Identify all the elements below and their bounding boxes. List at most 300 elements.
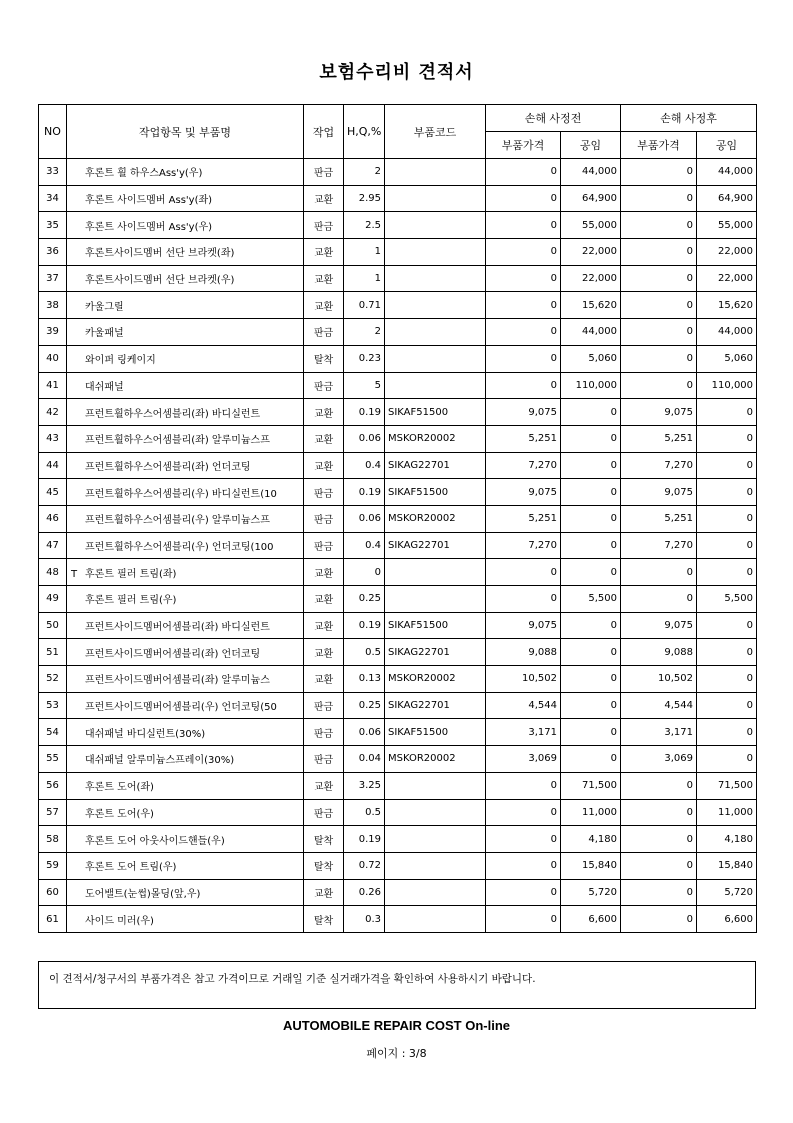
row-after-part-price: 0 bbox=[621, 185, 697, 212]
row-item-text: 프런트사이드멤버어셈블리(좌) 바디실런트 bbox=[85, 622, 270, 634]
row-part-code bbox=[385, 826, 486, 853]
row-item-text: 와이퍼 링케이지 bbox=[85, 355, 156, 367]
row-item-name bbox=[67, 292, 304, 319]
row-before-part-price: 0 bbox=[486, 345, 561, 372]
row-item-name bbox=[67, 639, 304, 666]
row-hq: 0.4 bbox=[344, 532, 385, 559]
row-after-labor: 71,500 bbox=[697, 772, 757, 799]
row-part-code bbox=[385, 906, 486, 933]
row-part-code: MSKOR20002 bbox=[385, 505, 486, 532]
row-work-type: 교환 bbox=[304, 559, 344, 586]
row-before-labor: 0 bbox=[561, 532, 621, 559]
row-part-code: SIKAF51500 bbox=[385, 612, 486, 639]
row-hq: 0.13 bbox=[344, 666, 385, 693]
row-work-type: 판금 bbox=[304, 692, 344, 719]
row-no: 46 bbox=[39, 505, 67, 532]
row-before-part-price: 0 bbox=[486, 212, 561, 239]
row-part-code bbox=[385, 772, 486, 799]
row-hq: 2 bbox=[344, 319, 385, 346]
row-before-part-price: 0 bbox=[486, 559, 561, 586]
row-before-part-price: 0 bbox=[486, 239, 561, 266]
table-row bbox=[39, 666, 757, 693]
row-part-code: SIKAF51500 bbox=[385, 479, 486, 506]
row-hq: 0.04 bbox=[344, 746, 385, 773]
row-before-labor: 6,600 bbox=[561, 906, 621, 933]
row-hq: 3.25 bbox=[344, 772, 385, 799]
row-after-labor: 44,000 bbox=[697, 159, 757, 186]
row-work-type: 교환 bbox=[304, 666, 344, 693]
row-hq: 0.25 bbox=[344, 586, 385, 613]
row-item-text: 대쉬패널 알루미늄스프레이(30%) bbox=[85, 755, 235, 767]
row-before-part-price: 3,171 bbox=[486, 719, 561, 746]
row-item-text: 프런트휠하우스어셈블리(좌) 바디실런트 bbox=[85, 408, 261, 420]
table-row bbox=[39, 612, 757, 639]
row-after-part-price: 0 bbox=[621, 799, 697, 826]
row-item-name bbox=[67, 479, 304, 506]
row-after-labor: 0 bbox=[697, 666, 757, 693]
row-after-part-price: 9,075 bbox=[621, 612, 697, 639]
row-hq: 0.4 bbox=[344, 452, 385, 479]
row-part-code: MSKOR20002 bbox=[385, 746, 486, 773]
row-no: 48 bbox=[39, 559, 67, 586]
row-work-type: 판금 bbox=[304, 319, 344, 346]
row-after-part-price: 0 bbox=[621, 319, 697, 346]
row-before-labor: 55,000 bbox=[561, 212, 621, 239]
row-item-name bbox=[67, 719, 304, 746]
row-after-labor: 44,000 bbox=[697, 319, 757, 346]
row-hq: 0.5 bbox=[344, 799, 385, 826]
row-before-part-price: 0 bbox=[486, 185, 561, 212]
table-row bbox=[39, 719, 757, 746]
row-part-code bbox=[385, 372, 486, 399]
row-before-part-price: 5,251 bbox=[486, 505, 561, 532]
row-before-part-price: 0 bbox=[486, 586, 561, 613]
row-after-labor: 0 bbox=[697, 639, 757, 666]
col-header-before: 손해 사정전 bbox=[486, 105, 621, 132]
row-part-code: SIKAG22701 bbox=[385, 692, 486, 719]
table-row bbox=[39, 372, 757, 399]
table-row bbox=[39, 826, 757, 853]
col-header-no: NO bbox=[39, 105, 67, 159]
row-hq: 0.72 bbox=[344, 852, 385, 879]
table-row bbox=[39, 772, 757, 799]
row-item-text: 후론트 휠 하우스Ass'y(우) bbox=[85, 168, 203, 180]
table-row bbox=[39, 559, 757, 586]
row-item-text: 후론트 도어 트림(우) bbox=[85, 862, 177, 874]
row-before-part-price: 10,502 bbox=[486, 666, 561, 693]
row-hq: 0.23 bbox=[344, 345, 385, 372]
row-no: 45 bbox=[39, 479, 67, 506]
row-work-type: 교환 bbox=[304, 265, 344, 292]
row-no: 33 bbox=[39, 159, 67, 186]
row-after-part-price: 0 bbox=[621, 826, 697, 853]
col-header-hq: H,Q,% bbox=[344, 105, 385, 159]
row-before-part-price: 7,270 bbox=[486, 452, 561, 479]
table-row bbox=[39, 212, 757, 239]
row-item-name bbox=[67, 212, 304, 239]
row-item-text: 도어밸트(눈썹)몰딩(앞,우) bbox=[85, 888, 201, 900]
row-before-part-price: 0 bbox=[486, 372, 561, 399]
row-flag: T bbox=[71, 568, 78, 580]
row-after-labor: 11,000 bbox=[697, 799, 757, 826]
row-after-part-price: 0 bbox=[621, 772, 697, 799]
row-work-type: 판금 bbox=[304, 479, 344, 506]
row-work-type: 탈착 bbox=[304, 345, 344, 372]
row-after-labor: 5,720 bbox=[697, 879, 757, 906]
table-row bbox=[39, 319, 757, 346]
row-after-labor: 5,060 bbox=[697, 345, 757, 372]
row-work-type: 탈착 bbox=[304, 826, 344, 853]
row-item-name bbox=[67, 666, 304, 693]
row-before-labor: 0 bbox=[561, 505, 621, 532]
col-header-before-part-price: 부품가격 bbox=[486, 132, 561, 159]
row-after-labor: 64,900 bbox=[697, 185, 757, 212]
row-part-code bbox=[385, 212, 486, 239]
row-part-code bbox=[385, 185, 486, 212]
row-before-part-price: 4,544 bbox=[486, 692, 561, 719]
row-after-labor: 0 bbox=[697, 452, 757, 479]
row-item-name bbox=[67, 159, 304, 186]
row-item-name bbox=[67, 239, 304, 266]
row-before-labor: 5,720 bbox=[561, 879, 621, 906]
row-item-name bbox=[67, 319, 304, 346]
row-after-labor: 0 bbox=[697, 559, 757, 586]
row-hq: 0.19 bbox=[344, 826, 385, 853]
row-after-labor: 22,000 bbox=[697, 239, 757, 266]
row-item-text: 프런트사이드멤버어셈블리(우) 언더코팅(50 bbox=[85, 702, 277, 714]
row-item-text: 프런트휠하우스어셈블리(좌) 언더코팅 bbox=[85, 461, 251, 473]
row-no: 37 bbox=[39, 265, 67, 292]
row-part-code bbox=[385, 586, 486, 613]
table-row bbox=[39, 452, 757, 479]
row-work-type: 판금 bbox=[304, 719, 344, 746]
row-before-labor: 44,000 bbox=[561, 319, 621, 346]
table-row bbox=[39, 425, 757, 452]
row-after-part-price: 3,171 bbox=[621, 719, 697, 746]
row-no: 52 bbox=[39, 666, 67, 693]
row-before-labor: 0 bbox=[561, 612, 621, 639]
row-item-name bbox=[67, 425, 304, 452]
row-after-part-price: 0 bbox=[621, 239, 697, 266]
row-item-name bbox=[67, 505, 304, 532]
row-before-labor: 64,900 bbox=[561, 185, 621, 212]
row-item-name bbox=[67, 826, 304, 853]
row-item-name bbox=[67, 185, 304, 212]
row-after-labor: 22,000 bbox=[697, 265, 757, 292]
row-work-type: 판금 bbox=[304, 799, 344, 826]
row-work-type: 판금 bbox=[304, 746, 344, 773]
row-after-labor: 0 bbox=[697, 692, 757, 719]
row-before-labor: 0 bbox=[561, 399, 621, 426]
row-after-part-price: 10,502 bbox=[621, 666, 697, 693]
row-no: 58 bbox=[39, 826, 67, 853]
table-row bbox=[39, 799, 757, 826]
row-no: 41 bbox=[39, 372, 67, 399]
row-after-labor: 0 bbox=[697, 719, 757, 746]
table-row bbox=[39, 345, 757, 372]
row-before-labor: 0 bbox=[561, 425, 621, 452]
row-after-labor: 4,180 bbox=[697, 826, 757, 853]
row-before-part-price: 7,270 bbox=[486, 532, 561, 559]
row-after-part-price: 0 bbox=[621, 852, 697, 879]
col-header-work: 작업 bbox=[304, 105, 344, 159]
row-after-part-price: 0 bbox=[621, 879, 697, 906]
row-item-name bbox=[67, 559, 304, 586]
table-row bbox=[39, 586, 757, 613]
row-before-labor: 22,000 bbox=[561, 265, 621, 292]
row-hq: 0.06 bbox=[344, 719, 385, 746]
row-part-code: SIKAF51500 bbox=[385, 719, 486, 746]
row-before-labor: 11,000 bbox=[561, 799, 621, 826]
row-hq: 0.06 bbox=[344, 425, 385, 452]
row-work-type: 교환 bbox=[304, 639, 344, 666]
row-work-type: 교환 bbox=[304, 452, 344, 479]
row-item-text: 프런트휠하우스어셈블리(우) 언더코팅(100 bbox=[85, 541, 274, 553]
row-after-labor: 110,000 bbox=[697, 372, 757, 399]
row-no: 42 bbox=[39, 399, 67, 426]
table-row bbox=[39, 906, 757, 933]
table-row bbox=[39, 505, 757, 532]
page-number: 페이지 : 3/8 bbox=[366, 1047, 427, 1060]
row-work-type: 교환 bbox=[304, 425, 344, 452]
row-before-labor: 110,000 bbox=[561, 372, 621, 399]
row-hq: 0.3 bbox=[344, 906, 385, 933]
row-before-part-price: 0 bbox=[486, 159, 561, 186]
row-work-type: 교환 bbox=[304, 399, 344, 426]
row-after-labor: 6,600 bbox=[697, 906, 757, 933]
row-item-text: 사이드 미러(우) bbox=[85, 915, 154, 927]
row-work-type: 교환 bbox=[304, 185, 344, 212]
row-item-text: 카울패널 bbox=[85, 328, 124, 340]
row-after-part-price: 7,270 bbox=[621, 532, 697, 559]
row-part-code: MSKOR20002 bbox=[385, 425, 486, 452]
row-after-part-price: 9,088 bbox=[621, 639, 697, 666]
row-after-labor: 15,840 bbox=[697, 852, 757, 879]
row-after-labor: 0 bbox=[697, 505, 757, 532]
row-hq: 2.95 bbox=[344, 185, 385, 212]
col-header-after: 손해 사정후 bbox=[621, 105, 757, 132]
row-work-type: 판금 bbox=[304, 212, 344, 239]
row-after-part-price: 0 bbox=[621, 586, 697, 613]
row-part-code: SIKAG22701 bbox=[385, 452, 486, 479]
row-before-labor: 22,000 bbox=[561, 239, 621, 266]
row-hq: 5 bbox=[344, 372, 385, 399]
row-work-type: 탈착 bbox=[304, 906, 344, 933]
row-part-code: MSKOR20002 bbox=[385, 666, 486, 693]
row-before-part-price: 0 bbox=[486, 265, 561, 292]
row-no: 35 bbox=[39, 212, 67, 239]
row-before-labor: 15,840 bbox=[561, 852, 621, 879]
row-work-type: 교환 bbox=[304, 612, 344, 639]
col-header-code: 부품코드 bbox=[385, 105, 486, 159]
row-after-labor: 0 bbox=[697, 532, 757, 559]
table-row bbox=[39, 639, 757, 666]
table-row bbox=[39, 185, 757, 212]
row-item-name bbox=[67, 345, 304, 372]
row-no: 61 bbox=[39, 906, 67, 933]
notice-box bbox=[38, 961, 756, 1009]
footer-brand: AUTOMOBILE REPAIR COST On-line bbox=[282, 1018, 511, 1033]
row-after-part-price: 0 bbox=[621, 265, 697, 292]
row-item-text: 후론트 도어(우) bbox=[85, 808, 154, 820]
col-header-item: 작업항목 및 부품명 bbox=[67, 105, 304, 159]
row-item-name bbox=[67, 452, 304, 479]
table-row bbox=[39, 532, 757, 559]
row-item-text: 후론트 필러 트림(우) bbox=[85, 595, 177, 607]
row-before-labor: 0 bbox=[561, 719, 621, 746]
row-work-type: 탈착 bbox=[304, 852, 344, 879]
row-after-part-price: 5,251 bbox=[621, 505, 697, 532]
row-no: 50 bbox=[39, 612, 67, 639]
row-item-name bbox=[67, 879, 304, 906]
row-before-part-price: 0 bbox=[486, 906, 561, 933]
row-before-part-price: 9,088 bbox=[486, 639, 561, 666]
row-before-labor: 5,500 bbox=[561, 586, 621, 613]
row-part-code bbox=[385, 879, 486, 906]
row-before-labor: 0 bbox=[561, 452, 621, 479]
row-after-part-price: 9,075 bbox=[621, 399, 697, 426]
row-no: 60 bbox=[39, 879, 67, 906]
row-no: 43 bbox=[39, 425, 67, 452]
row-hq: 0.19 bbox=[344, 399, 385, 426]
row-item-name bbox=[67, 799, 304, 826]
row-after-part-price: 0 bbox=[621, 212, 697, 239]
row-work-type: 교환 bbox=[304, 772, 344, 799]
row-no: 44 bbox=[39, 452, 67, 479]
row-item-name bbox=[67, 906, 304, 933]
row-before-part-price: 0 bbox=[486, 826, 561, 853]
row-work-type: 판금 bbox=[304, 532, 344, 559]
row-no: 38 bbox=[39, 292, 67, 319]
row-before-part-price: 0 bbox=[486, 799, 561, 826]
row-no: 55 bbox=[39, 746, 67, 773]
row-work-type: 교환 bbox=[304, 239, 344, 266]
row-item-name bbox=[67, 612, 304, 639]
row-after-part-price: 7,270 bbox=[621, 452, 697, 479]
row-after-labor: 0 bbox=[697, 612, 757, 639]
row-part-code bbox=[385, 265, 486, 292]
row-before-labor: 5,060 bbox=[561, 345, 621, 372]
row-before-labor: 44,000 bbox=[561, 159, 621, 186]
col-header-after-labor: 공임 bbox=[697, 132, 757, 159]
row-before-part-price: 9,075 bbox=[486, 479, 561, 506]
row-after-part-price: 0 bbox=[621, 345, 697, 372]
row-item-name bbox=[67, 399, 304, 426]
row-before-labor: 15,620 bbox=[561, 292, 621, 319]
row-item-name bbox=[67, 772, 304, 799]
row-part-code: SIKAG22701 bbox=[385, 532, 486, 559]
row-no: 54 bbox=[39, 719, 67, 746]
row-part-code bbox=[385, 559, 486, 586]
row-item-text: 카울그릴 bbox=[85, 301, 124, 313]
row-before-part-price: 3,069 bbox=[486, 746, 561, 773]
row-before-part-price: 9,075 bbox=[486, 399, 561, 426]
estimate-rows bbox=[39, 159, 757, 933]
row-after-part-price: 0 bbox=[621, 906, 697, 933]
row-hq: 0.5 bbox=[344, 639, 385, 666]
row-hq: 0.25 bbox=[344, 692, 385, 719]
row-item-text: 대쉬패널 바디실런트(30%) bbox=[85, 728, 206, 740]
row-before-part-price: 0 bbox=[486, 852, 561, 879]
row-after-part-price: 0 bbox=[621, 372, 697, 399]
row-item-text: 대쉬패널 bbox=[85, 381, 124, 393]
row-item-name bbox=[67, 692, 304, 719]
row-part-code bbox=[385, 345, 486, 372]
row-item-text: 후론트사이드멤버 선단 브라켓(우) bbox=[85, 275, 235, 287]
row-item-name bbox=[67, 586, 304, 613]
row-after-part-price: 4,544 bbox=[621, 692, 697, 719]
row-before-part-price: 9,075 bbox=[486, 612, 561, 639]
table-row bbox=[39, 292, 757, 319]
row-after-labor: 0 bbox=[697, 399, 757, 426]
row-item-text: 후론트 도어(좌) bbox=[85, 782, 154, 794]
row-after-labor: 0 bbox=[697, 479, 757, 506]
row-item-text: 후론트 필러 트림(좌) bbox=[85, 568, 177, 580]
row-item-text: 프런트사이드멤버어셈블리(좌) 알루미늄스 bbox=[85, 675, 270, 687]
row-no: 56 bbox=[39, 772, 67, 799]
row-hq: 0.19 bbox=[344, 612, 385, 639]
row-no: 53 bbox=[39, 692, 67, 719]
row-hq: 1 bbox=[344, 239, 385, 266]
table-row bbox=[39, 879, 757, 906]
row-work-type: 판금 bbox=[304, 372, 344, 399]
table-row bbox=[39, 479, 757, 506]
row-item-name bbox=[67, 265, 304, 292]
table-row bbox=[39, 852, 757, 879]
row-item-name bbox=[67, 746, 304, 773]
row-item-text: 프런트사이드멤버어셈블리(좌) 언더코팅 bbox=[85, 648, 261, 660]
row-no: 49 bbox=[39, 586, 67, 613]
table-row bbox=[39, 399, 757, 426]
row-item-text: 프런트휠하우스어셈블리(좌) 알루미늄스프 bbox=[85, 435, 270, 447]
row-after-labor: 0 bbox=[697, 746, 757, 773]
row-before-labor: 71,500 bbox=[561, 772, 621, 799]
row-before-labor: 0 bbox=[561, 746, 621, 773]
row-part-code: SIKAG22701 bbox=[385, 639, 486, 666]
row-no: 57 bbox=[39, 799, 67, 826]
document-title: 보험수리비 견적서 bbox=[319, 62, 474, 83]
row-hq: 0.06 bbox=[344, 505, 385, 532]
row-after-part-price: 3,069 bbox=[621, 746, 697, 773]
row-part-code bbox=[385, 319, 486, 346]
row-item-text: 후론트 사이드멤버 Ass'y(우) bbox=[85, 221, 213, 233]
row-after-part-price: 0 bbox=[621, 159, 697, 186]
row-item-text: 프런트휠하우스어셈블리(우) 바디실런트(10 bbox=[85, 488, 277, 500]
row-work-type: 교환 bbox=[304, 586, 344, 613]
row-work-type: 판금 bbox=[304, 505, 344, 532]
row-item-text: 후론트 사이드멤버 Ass'y(좌) bbox=[85, 195, 213, 207]
row-item-text: 프런트휠하우스어셈블리(우) 알루미늄스프 bbox=[85, 515, 270, 527]
table-row bbox=[39, 692, 757, 719]
row-before-labor: 0 bbox=[561, 639, 621, 666]
row-before-labor: 4,180 bbox=[561, 826, 621, 853]
row-part-code bbox=[385, 799, 486, 826]
row-after-labor: 0 bbox=[697, 425, 757, 452]
col-header-before-labor: 공임 bbox=[561, 132, 621, 159]
estimate-table bbox=[38, 104, 757, 933]
row-work-type: 교환 bbox=[304, 292, 344, 319]
table-row bbox=[39, 159, 757, 186]
row-before-part-price: 5,251 bbox=[486, 425, 561, 452]
row-before-labor: 0 bbox=[561, 666, 621, 693]
row-before-labor: 0 bbox=[561, 479, 621, 506]
row-part-code bbox=[385, 292, 486, 319]
row-no: 59 bbox=[39, 852, 67, 879]
row-no: 39 bbox=[39, 319, 67, 346]
row-after-labor: 5,500 bbox=[697, 586, 757, 613]
row-after-part-price: 0 bbox=[621, 292, 697, 319]
row-hq: 2 bbox=[344, 159, 385, 186]
